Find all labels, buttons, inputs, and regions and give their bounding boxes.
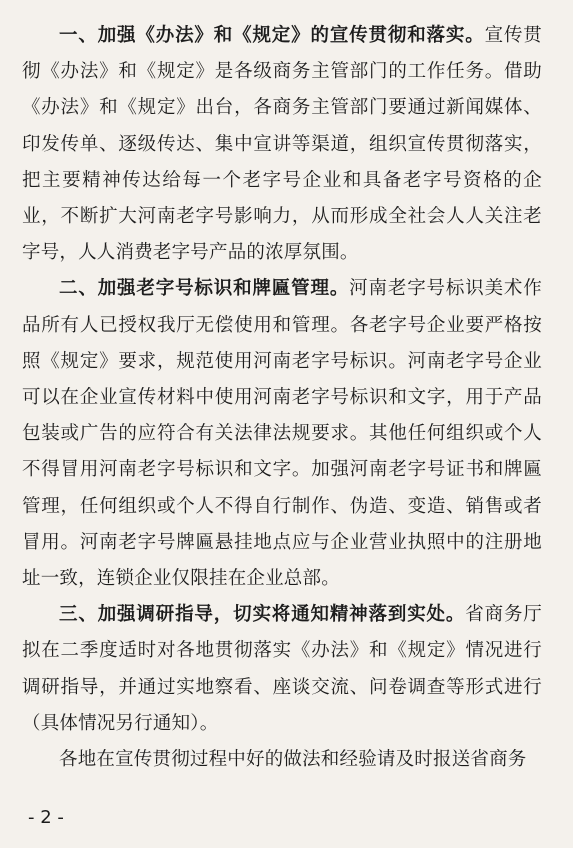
paragraph-publicity — [22, 18, 542, 271]
paragraph-text: 省商务厅拟在二季度适时对各地贯彻落实《办法》和《规定》情况进行调研指导，并通过实地察看、座谈交流、问卷调查等形式进行（具体情况另行通知）。 — [22, 604, 543, 734]
paragraph-reporting — [22, 742, 542, 778]
paragraph-heading: 一、加强《办法》和《规定》的宣传贯彻和落实。 — [59, 25, 485, 46]
paragraph-text: 宣传贯彻《办法》和《规定》是各级商务主管部门的工作任务。借助《办法》和《规定》出台，各商务主管部门要通过新闻媒体、印发传单、逐级传达、集中宣讲等渠道，组织宣传贯彻落实，把主要精神传达给每一个老字号企业和具备老字号资格的企业，不断扩大河南老字号影响力，从而形成全社会人人关注老字号，人人消费老字号产品的浓厚氛围。 — [22, 25, 543, 264]
paragraph-logo-management — [22, 271, 542, 597]
paragraph-research-guidance — [22, 597, 542, 742]
document-body — [22, 18, 542, 778]
paragraph-heading: 二、加强老字号标识和牌匾管理。 — [59, 278, 350, 300]
paragraph-text: 河南老字号标识美术作品所有人已授权我厅无偿使用和管理。各老字号企业要严格按照《规定》要求，规范使用河南老字号标识。河南老字号企业可以在企业宣传材料中使用河南老字号标识和文字，用于产品包装或广告的应符合有关法律法规要求。其他任何组织或个人不得冒用河南老字号标识和文字。加强河南老字号证书和牌匾管理，任何组织或个人不得自行制作、伪造、变造、销售或者冒用。河南老字号牌匾悬挂地点应与企业营业执照中的注册地址一致，连锁企业仅限挂在企业总部。 — [22, 278, 542, 590]
paragraph-heading: 三、加强调研指导，切实将通知精神落到实处。 — [59, 604, 466, 626]
page-number: - 2 - — [28, 807, 64, 828]
paragraph-text: 各地在宣传贯彻过程中好的做法和经验请及时报送省商务 — [59, 749, 527, 771]
